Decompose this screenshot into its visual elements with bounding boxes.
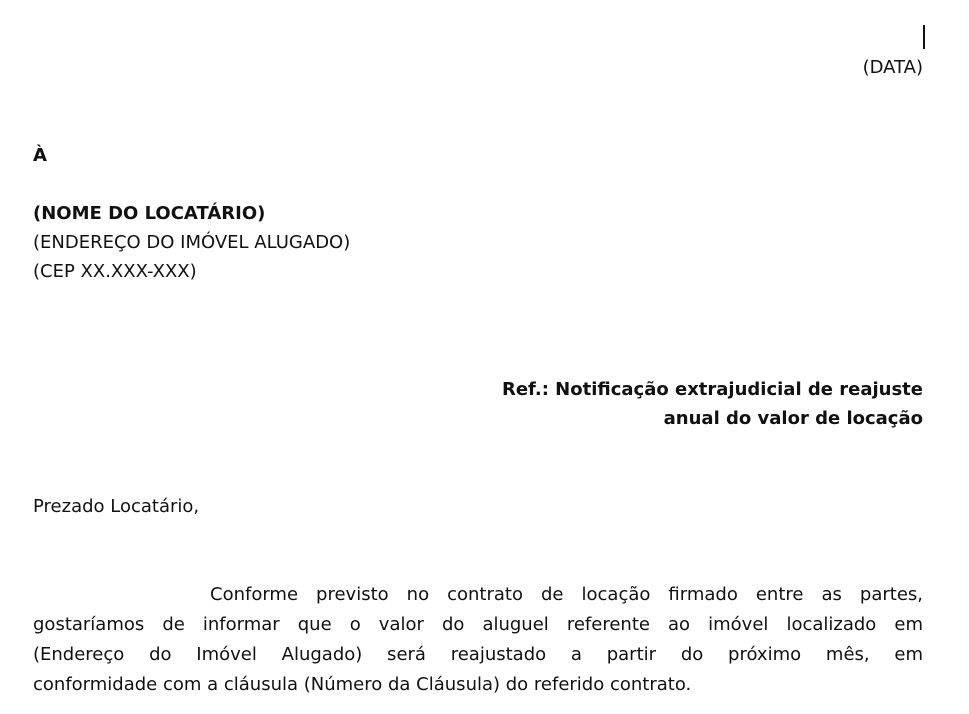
body-line-1: Conforme previsto no contrato de locação firmado entre as partes, [210,584,923,605]
recipient-prefix: À [33,145,47,166]
reference-line-2: anual do valor de locação [663,408,923,429]
recipient-name: (NOME DO LOCATÁRIO) [33,203,266,224]
body-line-2: gostaríamos de informar que o valor do aluguel referente ao imóvel localizado em [33,614,923,635]
recipient-address: (ENDEREÇO DO IMÓVEL ALUGADO) [33,232,351,253]
text-cursor [923,25,925,49]
date-line: (DATA) [862,57,923,78]
greeting: Prezado Locatário, [33,496,200,517]
reference-line-1: Ref.: Notificação extrajudicial de reajuste [501,379,923,400]
body-line-3: (Endereço do Imóvel Alugado) será reajustado a partir do próximo mês, em [33,644,923,665]
body-line-4: conformidade com a cláusula (Número da Cláusula) do referido contrato. [33,674,692,695]
recipient-cep: (CEP XX.XXX-XXX) [33,261,197,282]
